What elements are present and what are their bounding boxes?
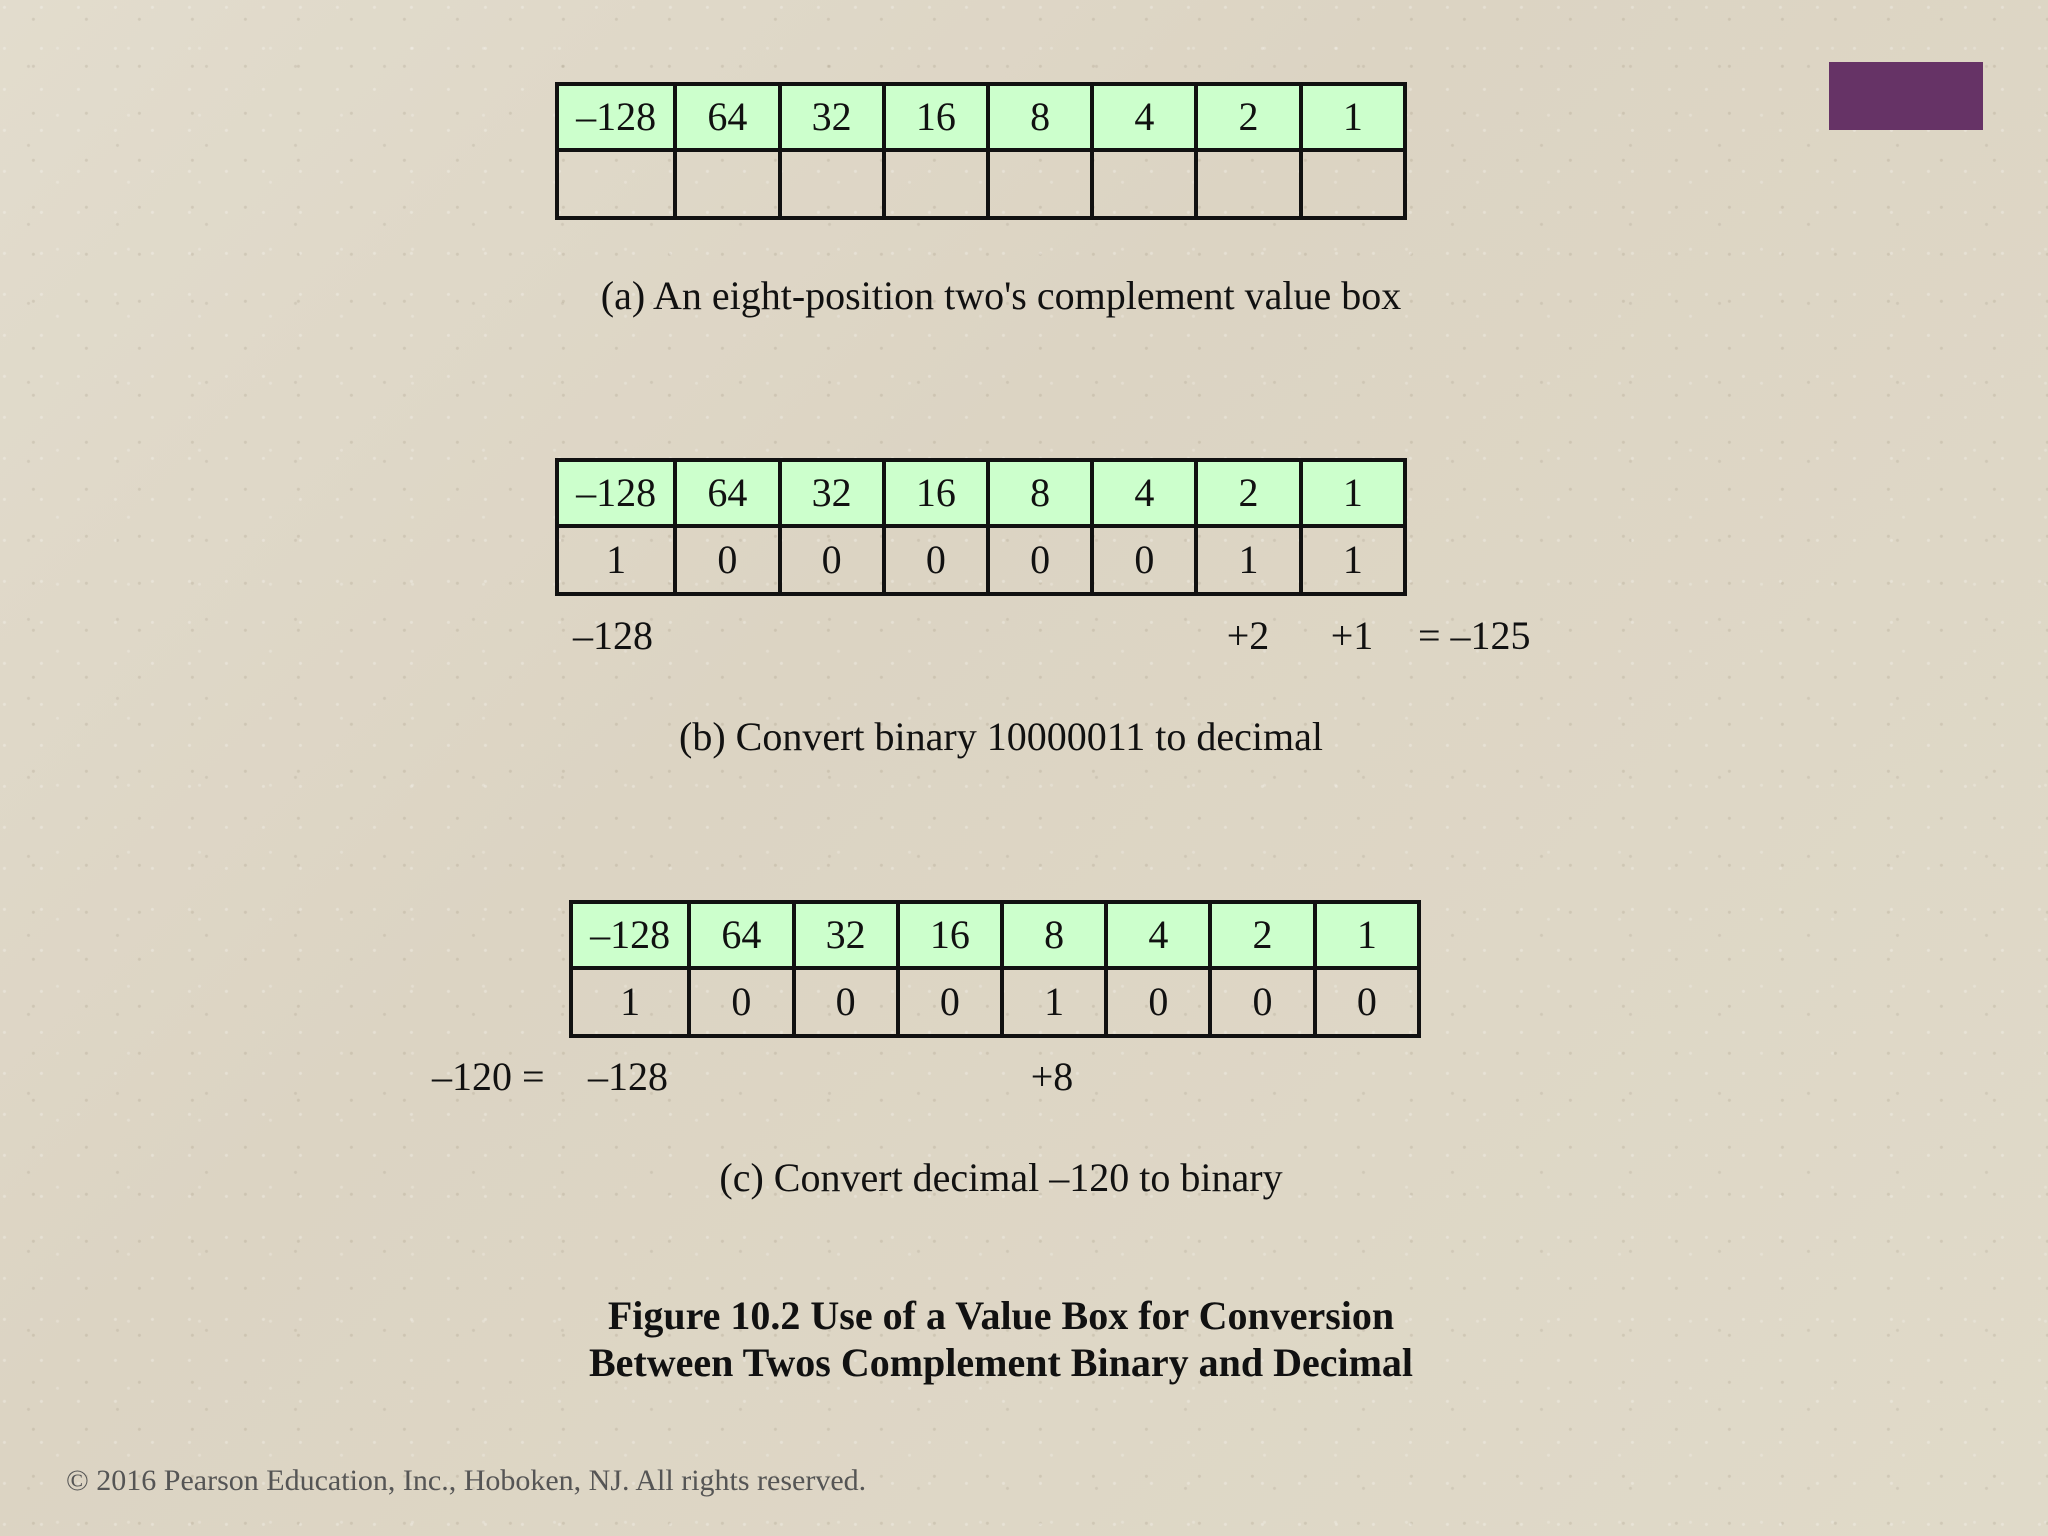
weight-cell: 1 — [1315, 902, 1419, 968]
weight-cell: 8 — [988, 84, 1092, 150]
decimal-prefix: –120 = — [432, 1054, 545, 1099]
weight-cell: 1 — [1301, 84, 1405, 150]
bit-cell: 0 — [794, 968, 898, 1036]
term-plus-1: +1 — [1330, 613, 1374, 658]
weight-cell: 4 — [1092, 460, 1196, 526]
term-minus-128: –128 — [588, 1054, 668, 1099]
weight-cell: –128 — [557, 460, 675, 526]
weight-cell: 32 — [780, 460, 884, 526]
weight-cell: 32 — [794, 902, 898, 968]
bits-row — [571, 968, 1419, 1036]
weight-cell: 2 — [1196, 84, 1300, 150]
bit-cell: 1 — [557, 526, 675, 594]
bits-row — [557, 150, 1405, 218]
caption-a: (a) An eight-position two's complement value box — [600, 273, 1402, 318]
weights-row — [557, 460, 1405, 526]
bit-cell: 1 — [571, 968, 689, 1036]
bit-cell: 0 — [689, 968, 793, 1036]
result-value: = –125 — [1418, 613, 1531, 658]
bits-row — [557, 526, 1405, 594]
weights-row — [571, 902, 1419, 968]
bit-cell: 0 — [1106, 968, 1210, 1036]
weight-cell: 16 — [898, 902, 1002, 968]
bit-cell — [675, 150, 779, 218]
figure-title-line-2: Between Twos Complement Binary and Decimal — [588, 1340, 1414, 1385]
bit-cell: 1 — [1196, 526, 1300, 594]
bit-cell — [780, 150, 884, 218]
caption-b: (b) Convert binary 10000011 to decimal — [679, 714, 1323, 759]
bit-cell: 0 — [884, 526, 988, 594]
weights-row — [557, 84, 1405, 150]
bit-cell: 0 — [1210, 968, 1314, 1036]
term-plus-8: +8 — [1030, 1054, 1074, 1099]
bit-cell: 0 — [988, 526, 1092, 594]
weight-cell: 64 — [675, 460, 779, 526]
bit-cell — [1301, 150, 1405, 218]
weight-cell: 4 — [1106, 902, 1210, 968]
weight-cell: 2 — [1210, 902, 1314, 968]
weight-cell: 32 — [780, 84, 884, 150]
weight-cell: –128 — [557, 84, 675, 150]
weight-cell: 16 — [884, 460, 988, 526]
value-box-a — [555, 82, 1407, 220]
weight-cell: 2 — [1196, 460, 1300, 526]
weight-cell: 16 — [884, 84, 988, 150]
term-plus-2: +2 — [1226, 613, 1270, 658]
weight-cell: 64 — [689, 902, 793, 968]
weight-cell: 64 — [675, 84, 779, 150]
caption-c: (c) Convert decimal –120 to binary — [719, 1155, 1283, 1200]
bit-cell — [884, 150, 988, 218]
bit-cell: 1 — [1002, 968, 1106, 1036]
weight-cell: 4 — [1092, 84, 1196, 150]
value-box-c — [569, 900, 1421, 1038]
bit-cell — [557, 150, 675, 218]
figure-title — [589, 1292, 1413, 1386]
accent-block — [1829, 62, 1983, 130]
weight-cell: 1 — [1301, 460, 1405, 526]
bit-cell: 0 — [1092, 526, 1196, 594]
weight-cell: 8 — [988, 460, 1092, 526]
bit-cell: 0 — [898, 968, 1002, 1036]
weight-cell: –128 — [571, 902, 689, 968]
bit-cell — [1092, 150, 1196, 218]
bit-cell: 0 — [675, 526, 779, 594]
bit-cell — [1196, 150, 1300, 218]
bit-cell: 1 — [1301, 526, 1405, 594]
copyright-notice: © 2016 Pearson Education, Inc., Hoboken, NJ. All rights reserved. — [66, 1464, 867, 1497]
bit-cell: 0 — [780, 526, 884, 594]
figure-title-line-1: Figure 10.2 Use of a Value Box for Conversion — [607, 1293, 1395, 1338]
bit-cell: 0 — [1315, 968, 1419, 1036]
term-minus-128: –128 — [573, 613, 653, 658]
bit-cell — [988, 150, 1092, 218]
weight-cell: 8 — [1002, 902, 1106, 968]
value-box-b — [555, 458, 1407, 596]
